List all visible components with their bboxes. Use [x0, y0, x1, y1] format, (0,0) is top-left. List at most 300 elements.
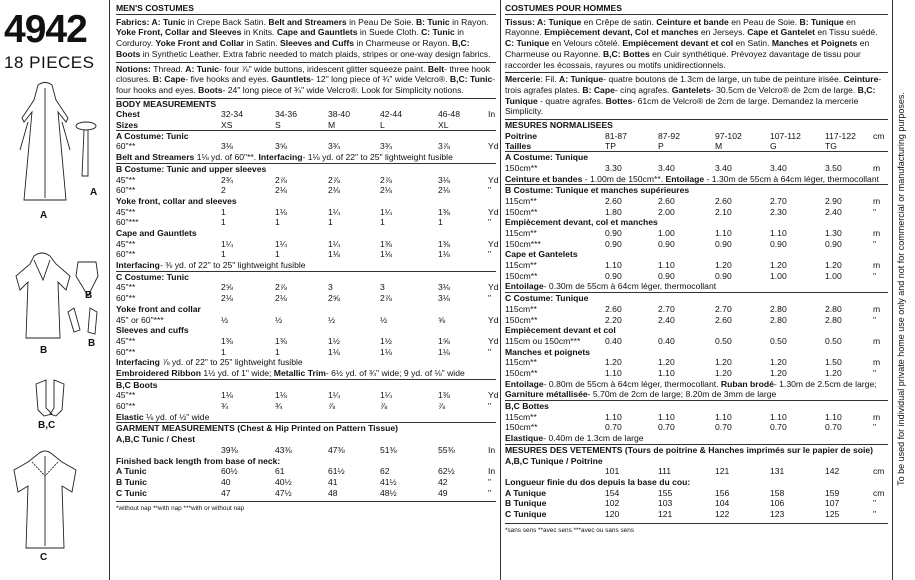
size-value: 41½ [380, 476, 397, 487]
size-value: 0.70 [605, 422, 622, 433]
unit-label: Yd [488, 238, 499, 249]
yardage-row [116, 217, 496, 228]
block-title: C Costume: Tunic [116, 271, 189, 282]
size-value: 1⅜ [275, 335, 287, 346]
unit-label bold: In [488, 109, 496, 120]
size-value: 2.80 [770, 314, 787, 325]
yardage-block-bc [505, 400, 888, 444]
yardage-block-a [505, 152, 888, 184]
text-run: A: Tunic [185, 63, 219, 74]
size-value bold: XS [221, 120, 233, 131]
block-note [505, 389, 888, 400]
size-value: 101 [605, 466, 620, 477]
yardage-row [116, 347, 496, 358]
size-value: 1⅛ [380, 249, 392, 260]
figure-label-a-belt: A [90, 187, 98, 198]
text-run: - 5.70m de 2cm de large; 8.20m de 3mm de large [587, 389, 777, 400]
size-value: ¾ [275, 401, 283, 412]
unit-label: " [873, 498, 877, 509]
size-value: 47⅜ [328, 444, 345, 455]
back-length-row [505, 488, 888, 499]
block-note [116, 357, 496, 368]
row-label: B Tunic [116, 476, 147, 487]
size-value: 3⅞ [438, 141, 450, 152]
text-run: Gantelets [671, 84, 711, 95]
size-value: 2⅞ [380, 293, 392, 304]
size-value: 0.90 [658, 270, 675, 281]
fabrics-paragraph [505, 17, 888, 71]
text-run: Yoke Front and Collar [155, 38, 247, 49]
size-value bold: 32-34 [221, 109, 243, 120]
unit-label: In [488, 444, 496, 455]
text-run: - 1.30m de 2.5cm de large; [773, 378, 877, 389]
text-run: - 30.5cm de Velcro® de 2cm de large. [710, 84, 858, 95]
text-run: in Satin. [246, 38, 280, 49]
size-value: 111 [658, 466, 672, 477]
english-section [116, 3, 499, 515]
size-value: 0.90 [658, 238, 675, 249]
row-label: 115cm** [505, 195, 537, 206]
divider-right [892, 0, 893, 580]
unit-label: Yd [488, 335, 499, 346]
back-length-row [116, 488, 496, 499]
size-value: 3⅛ [438, 282, 450, 293]
size-value: ½ [221, 314, 229, 325]
size-value: 1½ [380, 335, 392, 346]
row-label: 45"** [116, 174, 136, 185]
size-value: ½ [275, 314, 283, 325]
size-value: 51⅜ [380, 444, 397, 455]
unit-label: m [873, 357, 881, 368]
text-run: Ceinture et bande [656, 16, 732, 27]
size-value: 1.00 [770, 270, 787, 281]
unit-label: In [488, 466, 496, 477]
yardage-row [505, 228, 888, 239]
text-run: - 1⅛ yd. of 22" to 25" lightweight fusible [302, 152, 453, 163]
size-value: 2.20 [605, 314, 622, 325]
size-value: 1⅛ [380, 346, 392, 357]
text-run: in Corduroy. [116, 27, 464, 49]
size-value: 1.10 [770, 227, 787, 238]
row-label: 150cm** [505, 270, 538, 281]
size-value: 1 [328, 217, 333, 228]
size-value: 2⅞ [275, 282, 287, 293]
yardage-block-b [505, 184, 888, 292]
unit-label: " [488, 401, 492, 412]
figure-label-b-gauntlets: B [88, 338, 96, 349]
size-value: 0.70 [658, 422, 675, 433]
size-value: 48½ [380, 487, 397, 498]
size-value: 1.10 [605, 411, 622, 422]
size-value: 155 [658, 487, 673, 498]
size-value: 2.70 [658, 303, 675, 314]
text-run: Notions: [116, 63, 154, 74]
size-value bold: XL [438, 120, 449, 131]
size-value: 2⅛ [380, 185, 392, 196]
row-label: 45"** [116, 335, 136, 346]
size-value: 1.10 [658, 260, 675, 271]
yardage-block-c [505, 292, 888, 400]
size-value: 39⅜ [221, 444, 238, 455]
text-run: - 0.30m de 55cm à 64cm léger, thermocollant [543, 281, 717, 292]
yardage-row [116, 249, 496, 260]
text-run: B,C: Tunic [449, 74, 493, 85]
chest-row [116, 109, 496, 120]
size-value: 1¼ [275, 238, 287, 249]
yardage-block-b [116, 163, 499, 271]
text-run: Interfacing [116, 357, 160, 368]
block-note [116, 412, 496, 423]
row-label: Sizes [116, 120, 138, 131]
text-run: en Cuir synthétique. Prévoyez davantage de tissu pour raccorder les écossais, rayures ou motifs unidirectionnels. [505, 48, 861, 70]
unit-label: " [873, 422, 877, 433]
size-value: 1¼ [328, 238, 340, 249]
size-value: 62½ [438, 466, 455, 477]
size-value: 2.40 [658, 314, 675, 325]
block-note [116, 368, 496, 379]
size-value: 1.50 [825, 357, 842, 368]
text-run: - 1.00m de 150cm**. [584, 173, 666, 184]
figure-label-c: C [40, 552, 48, 563]
yardage-row [116, 390, 499, 401]
boots-bc-drawing [36, 380, 64, 416]
size-value: 2.80 [770, 303, 787, 314]
text-run: Sleeves and Cuffs [279, 38, 357, 49]
unit-label: " [488, 249, 492, 260]
block-title: B,C Bottes [505, 401, 549, 412]
text-run: - 1.30m de 55cm à 64cm léger, thermocollant [706, 173, 879, 184]
unit-label: " [488, 185, 492, 196]
text-run: Empiècement devant et col [622, 38, 736, 49]
size-value: 61 [275, 466, 285, 477]
size-value: 154 [605, 487, 620, 498]
text-run: Entoilage [505, 281, 544, 292]
size-value: 106 [770, 498, 785, 509]
chest-row [505, 131, 888, 142]
garment-chest-row [505, 466, 888, 477]
text-run: Tissus: [505, 16, 537, 27]
garment-measurements-title: MESURES DES VETEMENTS (Tours de poitrine & Hanches imprimés sur le papier de soie) [505, 444, 888, 456]
size-value: 47 [221, 487, 231, 498]
size-value: 48 [328, 487, 338, 498]
size-value: 1.20 [770, 260, 787, 271]
unit-label: " [873, 270, 877, 281]
text-run: Empiècement devant, Col et manches [544, 27, 701, 38]
garment-subtitle: A,B,C Tunique / Poitrine [505, 455, 603, 466]
size-value: 2.60 [715, 314, 732, 325]
block-title: A Costume: Tunic [116, 130, 189, 141]
size-value bold: 97-102 [715, 130, 742, 141]
size-value: 2.80 [825, 314, 842, 325]
yardage-row [116, 185, 496, 196]
text-run: B: Cape [582, 84, 615, 95]
text-run: in Charmeuse or Rayon. [356, 38, 452, 49]
text-run: Gauntlets [271, 74, 311, 85]
pattern-number: 4942 [4, 8, 87, 51]
size-value: 3⅛ [221, 141, 233, 152]
figure-label-a: A [40, 210, 48, 221]
size-value: 122 [715, 509, 730, 520]
size-value: 2.60 [605, 303, 622, 314]
block-note [505, 281, 888, 292]
size-value: 121 [658, 509, 673, 520]
body-measurements-title: MESURES NORMALISEES [505, 119, 888, 131]
yardage-row [116, 238, 499, 250]
text-run: en Crêpe de satin. [583, 16, 657, 27]
size-value: ⅝ [438, 314, 446, 325]
row-label: Tailles [505, 141, 532, 152]
size-value: 1.20 [715, 357, 732, 368]
gauntlets-b-drawing [68, 308, 97, 334]
sub-block-title: Cape et Gantelets [505, 249, 578, 260]
text-run: in Peau De Soie. [349, 16, 416, 27]
unit-label: " [873, 314, 877, 325]
row-label: 115cm ou 150cm*** [505, 335, 581, 346]
text-run: en Velours côtelé. [551, 38, 623, 49]
size-value: 0.90 [605, 227, 622, 238]
unit-label: m [873, 227, 881, 238]
size-value: 1.10 [605, 260, 622, 271]
nap-footnote: *sans sens **avec sens ***avec ou sans sens [505, 523, 888, 537]
yardage-row [116, 174, 499, 186]
text-run: Cape and Gauntlets [276, 27, 360, 38]
yardage-row [505, 368, 888, 379]
size-value: 1⅛ [438, 249, 450, 260]
size-value: ⅞ [438, 401, 446, 412]
size-value: 1¼ [328, 206, 340, 217]
text-run: en Tissu suédé. [817, 27, 878, 38]
row-label: 60"** [116, 401, 136, 412]
row-label: 45"** [116, 206, 136, 217]
size-value: 1 [221, 249, 226, 260]
row-label: Chest [116, 109, 140, 120]
size-value: ¾ [221, 401, 229, 412]
unit-label: cm [873, 466, 885, 477]
yardage-row [505, 260, 888, 271]
size-value: 2⅞ [380, 174, 392, 185]
size-value: 2.40 [825, 206, 842, 217]
text-run: - 0.40m de 1.3cm de large [543, 433, 644, 444]
text-run: - three hook closures. [116, 63, 491, 85]
unit-label: m [873, 162, 881, 173]
text-run: A: Tunique [537, 16, 584, 27]
sizes-row [116, 120, 496, 131]
size-value: 158 [770, 487, 785, 498]
size-value: 1.10 [658, 411, 675, 422]
text-run: Belt [427, 63, 445, 74]
size-value: 2.70 [770, 195, 787, 206]
size-value bold: 117-122 [825, 130, 856, 141]
text-run: Belt and Streamers [268, 16, 350, 27]
yardage-row [505, 271, 888, 282]
size-value: 1½ [328, 335, 340, 346]
block-title: C Costume: Tunique [505, 293, 589, 304]
text-run: - quatre boutons de 1.3cm de large, un tube de peinture irisée. [603, 74, 844, 85]
text-run: en Satin. [735, 38, 772, 49]
text-run: en Peau de Soie. [731, 16, 800, 27]
divider-left [109, 0, 110, 580]
unit-label: Yd [488, 282, 499, 293]
size-value: 43⅜ [275, 444, 292, 455]
row-label: B Tunique [505, 498, 547, 509]
size-value: 131 [770, 466, 785, 477]
text-run: Entoilage [505, 378, 544, 389]
size-value: 159 [825, 487, 840, 498]
garment-subtitle: A,B,C Tunic / Chest [116, 434, 196, 445]
section-title: COSTUMES POUR HOMMES [505, 3, 888, 15]
nap-footnote: *without nap **with nap ***with or without nap [116, 501, 496, 515]
figure-label-bc: B,C [38, 420, 56, 431]
size-value: 1.00 [658, 227, 675, 238]
sub-block-title: Yoke front, collar and sleeves [116, 195, 237, 206]
sizes-row [505, 141, 888, 152]
yardage-row [505, 304, 888, 315]
sub-block-title: Cape and Gauntlets [116, 227, 197, 238]
size-value: 1.10 [658, 368, 675, 378]
size-value: 1⅛ [328, 346, 340, 357]
size-value: 0.40 [658, 335, 675, 346]
size-value: 121 [715, 466, 730, 477]
size-value: 1 [438, 217, 443, 228]
size-value: 1 [275, 217, 280, 228]
size-value: 1¼ [221, 238, 233, 249]
size-value: 3 [328, 282, 333, 293]
block-note [505, 433, 888, 444]
row-label: 115cm** [505, 227, 537, 238]
size-value: 1⅜ [221, 335, 233, 346]
size-value bold: M [715, 141, 723, 152]
size-value: 2.60 [605, 195, 622, 206]
row-label: 115cm** [505, 411, 537, 422]
text-run: en Charmeuse ou Rayonne. [505, 38, 870, 59]
unit-label: Yd [488, 390, 499, 401]
row-label: 60"*** [116, 217, 139, 228]
text-run: in Rayon. [452, 16, 489, 27]
size-value: 0.50 [715, 335, 732, 346]
row-label: C Tunique [505, 509, 547, 520]
yardage-row [505, 196, 888, 207]
block-note [505, 379, 888, 390]
size-value bold: 34-36 [275, 109, 297, 120]
text-run: Ceinture [843, 74, 879, 85]
tunic-b-drawing [16, 253, 70, 338]
size-value: 0.50 [770, 335, 787, 346]
block-title: B Costume: Tunic and upper sleeves [116, 163, 267, 174]
text-run: B: Tunique [799, 16, 847, 27]
size-value: 2⅞ [328, 174, 340, 185]
text-run: - trois agrafes plates. [505, 74, 882, 95]
size-value: 0.90 [715, 270, 732, 281]
text-run: Ruban brodé [720, 378, 774, 389]
row-label: 150cm** [505, 206, 538, 217]
unit-label: " [488, 476, 492, 487]
sub-block-title: Yoke front and collar [116, 303, 201, 314]
unit-label: m [873, 195, 881, 206]
text-run: Interfacing [116, 260, 160, 271]
size-value: 3⅝ [275, 141, 287, 152]
french-section [505, 3, 888, 536]
size-value bold: 38-40 [328, 109, 350, 120]
unit-label: Yd [488, 174, 499, 185]
text-run: C: Tunic [421, 27, 458, 38]
size-value: 1.20 [715, 260, 732, 271]
size-value: 1.10 [605, 368, 622, 378]
text-run: Garniture métallisée [505, 389, 588, 400]
size-value bold: 81-87 [605, 130, 627, 141]
back-length-row [116, 466, 496, 477]
size-value: 49 [438, 487, 448, 498]
size-value: 40 [221, 476, 231, 487]
yardage-row [505, 357, 888, 368]
unit-label: cm [873, 487, 885, 498]
size-value: 1.20 [825, 260, 842, 271]
size-value: 104 [715, 498, 730, 509]
size-value: 1.20 [715, 368, 732, 378]
size-value: 142 [825, 466, 840, 477]
size-value bold: L [380, 120, 385, 131]
size-value: 1.10 [770, 411, 787, 422]
block-title: B Costume: Tunique et manches supérieures [505, 185, 690, 196]
unit-label: Yd [488, 141, 499, 152]
text-run: Yoke Front, Collar and Sleeves [116, 27, 244, 38]
text-run: en Jerseys. [700, 27, 748, 38]
size-value: 0.70 [715, 422, 732, 433]
size-value: 0.90 [770, 238, 787, 249]
section-title: MEN'S COSTUMES [116, 3, 496, 15]
size-value: ½ [380, 314, 388, 325]
text-run: 1⅛ yd. of 60"**. [196, 152, 259, 163]
size-value: 2.60 [658, 195, 675, 206]
text-run: - four hooks and eyes. [116, 74, 496, 95]
size-value: 1.00 [825, 270, 842, 281]
row-label: 150cm*** [505, 238, 541, 249]
size-value: 2 [221, 185, 226, 196]
text-run: - 24" long piece of ¾" wide Velcro®. Look for Simplicity notions. [222, 84, 464, 95]
size-value: 3.40 [658, 162, 675, 173]
size-value: 3¾ [380, 141, 392, 152]
size-value: 1⅛ [275, 206, 287, 217]
size-value: 1.20 [605, 357, 622, 368]
size-value: 1.80 [605, 206, 622, 217]
unit-label: " [488, 293, 492, 304]
size-value bold: P [658, 141, 664, 152]
text-run: - 6½ yd. of ¾" wide; 9 yd. of ⅛" wide [325, 367, 465, 378]
illustration-panel [0, 0, 109, 580]
unit-label: " [488, 487, 492, 498]
size-value: 1⅜ [438, 390, 450, 401]
size-value: 2¾ [221, 174, 233, 185]
yardage-row [116, 293, 496, 304]
sub-block-title: Sleeves and cuffs [116, 325, 189, 336]
row-label: C Tunic [116, 487, 147, 498]
unit-label: m [873, 411, 881, 422]
row-label: 45" or 60"*** [116, 314, 164, 325]
size-value: 3⅛ [438, 174, 450, 185]
text-run: - four ⅞" wide buttons, iridescent glitter squeeze paint. [218, 63, 428, 74]
size-value: 0.90 [605, 270, 622, 281]
text-run: Fabrics: [116, 16, 152, 27]
size-value: 2.10 [715, 206, 732, 217]
text-run: Bottes [605, 95, 633, 106]
size-value: ½ [328, 314, 336, 325]
size-value: 1¼ [328, 390, 340, 401]
text-run: - 61cm de Velcro® de 2cm de large. Demandez la mercerie Simplicity. [505, 95, 859, 117]
row-label: 60"** [116, 141, 136, 152]
divider-center [500, 0, 501, 580]
row-label: 45"** [116, 238, 136, 249]
size-value: 1 [221, 206, 226, 217]
garment-measurements-title: GARMENT MEASUREMENTS (Chest & Hip Printed on Pattern Tissue) [116, 422, 496, 434]
